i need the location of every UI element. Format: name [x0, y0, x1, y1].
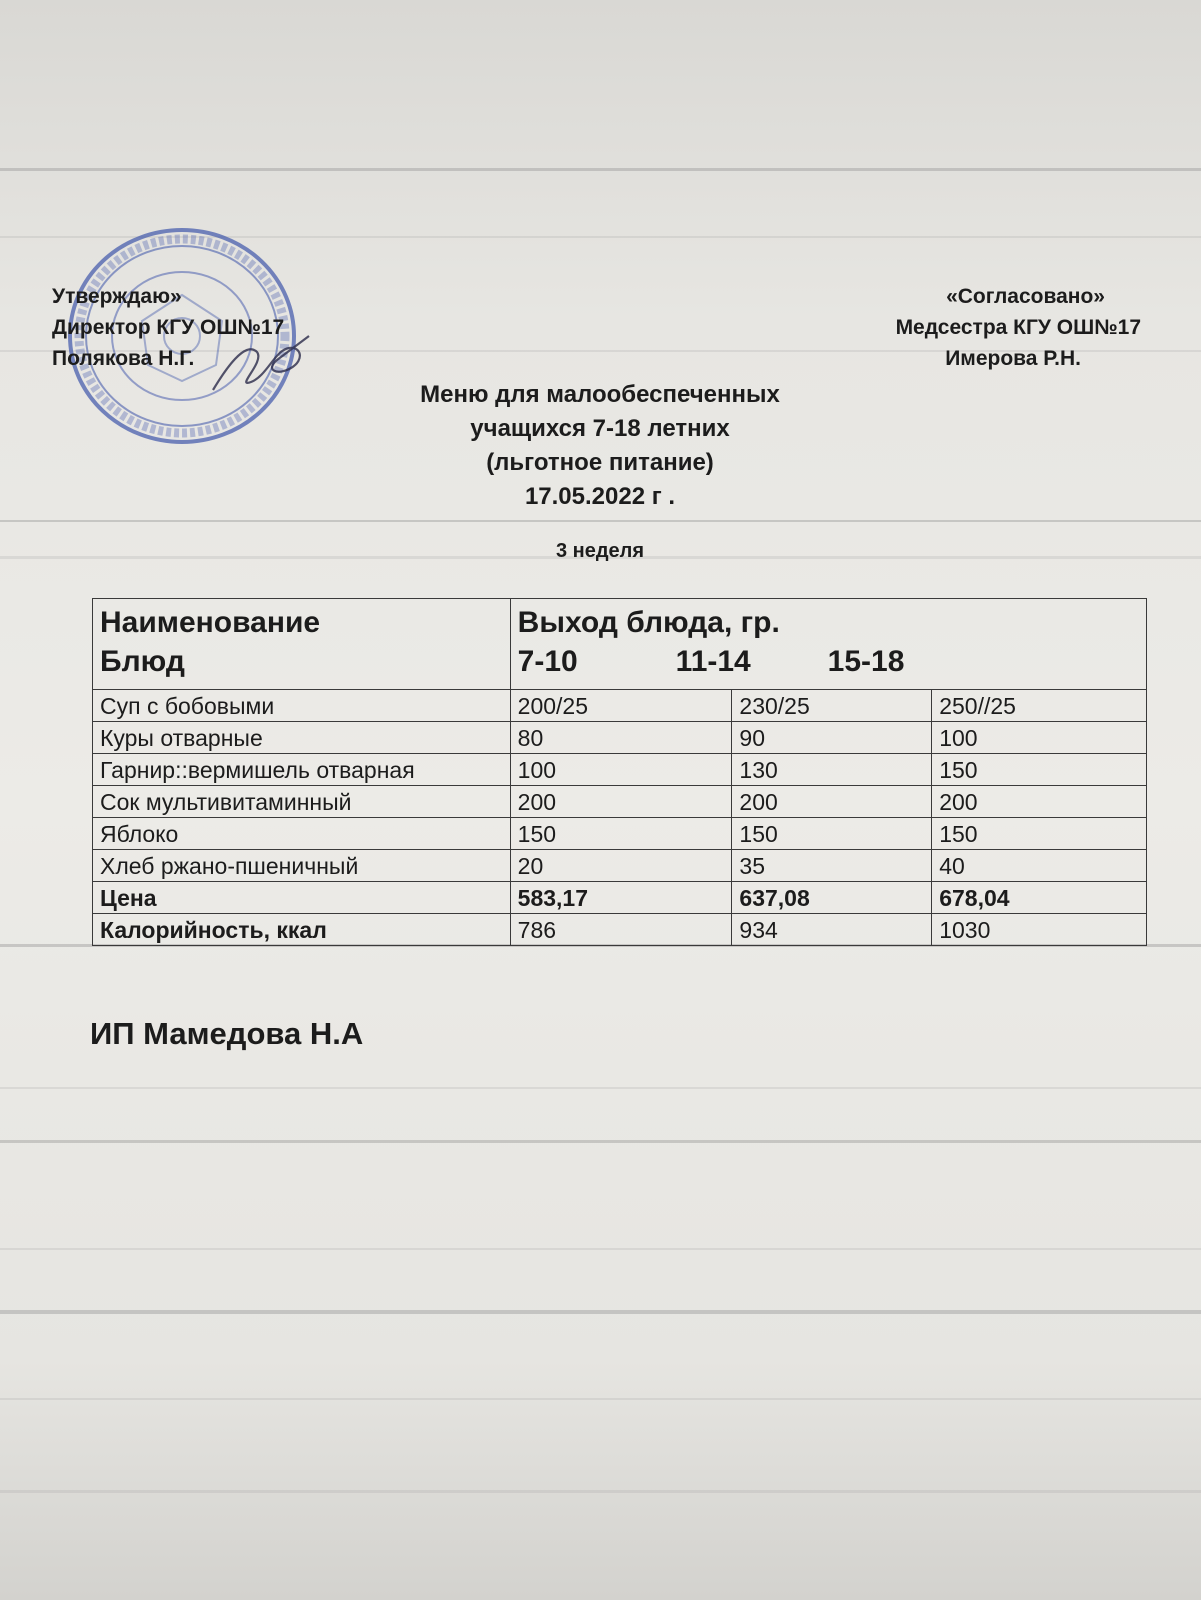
yield-11-14: 200 — [732, 786, 932, 818]
calories-7-10: 786 — [510, 914, 732, 946]
title-line-2: учащихся 7-18 летних — [470, 415, 730, 442]
age-15-18: 15-18 — [827, 645, 905, 678]
table-row — [93, 850, 1147, 882]
dish-name: Гарнир::вермишель отварная — [93, 754, 511, 786]
yield-11-14: 150 — [732, 818, 932, 850]
price-11-14: 637,08 — [732, 882, 932, 914]
yield-7-10: 80 — [510, 722, 732, 754]
yield-15-18: 200 — [932, 786, 1147, 818]
agreement-heading: «Согласовано» — [946, 285, 1105, 308]
menu-date: 17.05.2022 г . — [524, 483, 676, 510]
title-line-3: (льготное питание) — [486, 449, 714, 476]
header-dish-name: Наименование Блюд — [93, 599, 511, 690]
approval-position: Директор КГУ ОШ№17 — [52, 316, 285, 339]
title-line-1: Меню для малообеспеченных — [420, 381, 780, 408]
yield-15-18: 150 — [932, 754, 1147, 786]
approval-name: Полякова Н.Г. — [52, 347, 195, 370]
menu-table — [92, 598, 1147, 946]
yield-7-10: 20 — [510, 850, 732, 882]
header-yield: Выход блюда, гр. 7-10 11-14 15-18 — [510, 599, 1146, 690]
price-row — [93, 882, 1147, 914]
approval-block — [52, 281, 284, 374]
vendor-name: ИП Мамедова Н.А — [90, 1016, 364, 1051]
table-row — [93, 690, 1147, 722]
table-header-row — [93, 599, 1147, 690]
table-row — [93, 722, 1147, 754]
age-7-10: 7-10 — [517, 645, 578, 678]
yield-15-18: 100 — [932, 722, 1147, 754]
calories-row — [93, 914, 1147, 946]
dish-name: Яблоко — [93, 818, 511, 850]
yield-7-10: 100 — [510, 754, 732, 786]
document-title — [300, 378, 900, 514]
yield-11-14: 90 — [732, 722, 932, 754]
yield-15-18: 150 — [932, 818, 1147, 850]
yield-11-14: 35 — [732, 850, 932, 882]
yield-15-18: 40 — [932, 850, 1147, 882]
dish-name: Куры отварные — [93, 722, 511, 754]
dish-name: Суп с бобовыми — [93, 690, 511, 722]
approval-heading: Утверждаю» — [52, 285, 182, 308]
table-row — [93, 786, 1147, 818]
agreement-position: Медсестра КГУ ОШ№17 — [895, 316, 1141, 339]
yield-11-14: 130 — [732, 754, 932, 786]
table-row — [93, 818, 1147, 850]
dish-name: Сок мультивитаминный — [93, 786, 511, 818]
agreement-block — [895, 281, 1141, 374]
yield-7-10: 150 — [510, 818, 732, 850]
week-label: 3 неделя — [555, 540, 645, 562]
calories-11-14: 934 — [732, 914, 932, 946]
dish-name: Хлеб ржано-пшеничный — [93, 850, 511, 882]
price-label: Цена — [93, 882, 511, 914]
calories-label: Калорийность, ккал — [93, 914, 511, 946]
yield-7-10: 200 — [510, 786, 732, 818]
yield-15-18: 250//25 — [932, 690, 1147, 722]
yield-7-10: 200/25 — [510, 690, 732, 722]
agreement-name: Имерова Р.Н. — [945, 347, 1081, 370]
calories-15-18: 1030 — [932, 914, 1147, 946]
header-age-groups — [518, 642, 1139, 681]
price-7-10: 583,17 — [510, 882, 732, 914]
price-15-18: 678,04 — [932, 882, 1147, 914]
yield-11-14: 230/25 — [732, 690, 932, 722]
table-row — [93, 754, 1147, 786]
age-11-14: 11-14 — [675, 645, 751, 678]
